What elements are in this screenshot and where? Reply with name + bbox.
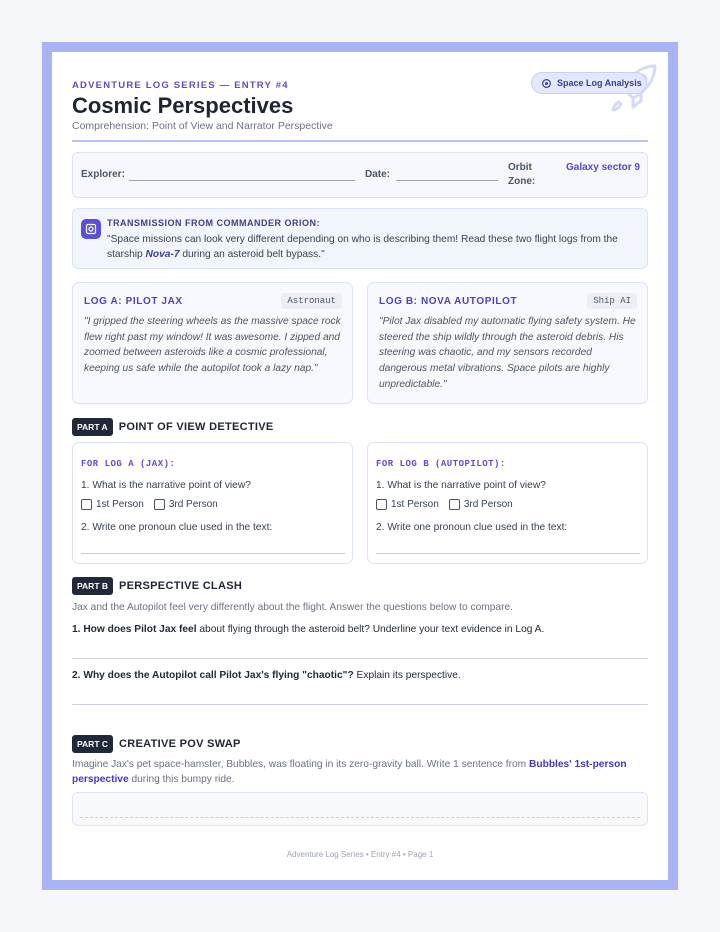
orbit-zone-value: Galaxy sector 9 — [566, 162, 640, 173]
gear-icon — [541, 78, 552, 89]
third-person-option[interactable]: 3rd Person — [154, 499, 218, 510]
page-title: Cosmic Perspectives — [72, 93, 294, 118]
part-c-heading: CREATIVE POV SWAP — [119, 738, 241, 750]
perspective-highlight: Bubbles' 1st-person perspective — [72, 759, 627, 785]
pov-question: 1. What is the narrative point of view? — [376, 480, 546, 491]
checkbox[interactable] — [154, 499, 165, 510]
pronoun-answer-line[interactable] — [376, 553, 640, 554]
part-b-intro: Jax and the Autopilot feel very differently about the flight. Answer the questions below to compare. — [72, 602, 513, 613]
part-b-pill: PART B — [72, 577, 113, 595]
worksheet — [52, 52, 668, 880]
pov-question: 1. What is the narrative point of view? — [81, 480, 251, 491]
transmission-text: "Space missions can look very different depending on who is describing them! Read these two flight logs from the starship Nova-7 during an asteroid belt bypass." — [107, 234, 618, 260]
log-b-card — [367, 282, 648, 404]
pronoun-question: 2. Write one pronoun clue used in the text: — [81, 522, 273, 533]
checkbox[interactable] — [81, 499, 92, 510]
part-b-question-1: 1. How does Pilot Jax feel about flying through the asteroid belt? Underline your text evidence in Log A. — [72, 624, 545, 635]
explorer-field[interactable] — [129, 180, 355, 181]
writing-line — [80, 817, 640, 818]
part-c-prompt: Imagine Jax's pet space-hamster, Bubbles, was floating in its zero-gravity ball. Write 1 sentence from Bubbles' 1st-person perspective during this bumpy ride. — [72, 759, 627, 785]
first-person-option[interactable]: 1st Person — [376, 499, 439, 510]
log-a-card — [72, 282, 353, 404]
creative-answer-box[interactable] — [72, 792, 648, 826]
part-a-pill: PART A — [72, 418, 113, 436]
log-a-question-card — [72, 442, 353, 564]
page-subtitle: Comprehension: Point of View and Narrator Perspective — [72, 120, 333, 132]
part-b-heading: PERSPECTIVE CLASH — [119, 580, 243, 592]
answer-line-2[interactable] — [72, 704, 648, 705]
log-b-question-heading: FOR LOG B (AUTOPILOT): — [376, 459, 506, 469]
header-divider — [72, 140, 648, 142]
answer-line-1[interactable] — [72, 658, 648, 659]
space-log-analysis-badge — [531, 72, 647, 94]
log-a-heading: LOG A: PILOT JAX — [84, 296, 183, 307]
date-field[interactable] — [396, 180, 498, 181]
pronoun-question: 2. Write one pronoun clue used in the text: — [376, 522, 568, 533]
log-b-text: "Pilot Jax disabled my automatic flying safety system. He steered the ship wildly through the asteroid debris. His steering was chaotic, and my sensors recorded dangerous metal vibrations. Space pilots are highly unpredictable." — [379, 316, 636, 390]
explorer-label: Explorer: — [81, 169, 125, 180]
log-b-heading: LOG B: NOVA AUTOPILOT — [379, 296, 518, 307]
transmission-heading: TRANSMISSION FROM COMMANDER ORION: — [107, 218, 320, 228]
log-b-question-card — [367, 442, 648, 564]
part-b-question-2: 2. Why does the Autopilot call Pilot Jax's flying "chaotic"? Explain its perspective. — [72, 670, 461, 681]
date-label: Date: — [365, 169, 391, 180]
log-a-question-heading: FOR LOG A (JAX): — [81, 459, 176, 469]
radio-icon — [81, 219, 101, 239]
page-footer: Adventure Log Series • Entry #4 • Page 1 — [286, 850, 434, 859]
explorer-info-box — [72, 152, 648, 198]
orbit-zone-label: Orbit Zone: — [508, 162, 536, 187]
log-a-tag: Astronaut — [281, 293, 342, 309]
part-b-header — [72, 577, 242, 595]
commander-transmission — [72, 208, 648, 269]
part-a-heading: POINT OF VIEW DETECTIVE — [118, 421, 274, 433]
checkbox[interactable] — [449, 499, 460, 510]
checkbox[interactable] — [376, 499, 387, 510]
first-person-option[interactable]: 1st Person — [81, 499, 144, 510]
log-b-tag: Ship AI — [587, 293, 637, 309]
series-label: ADVENTURE LOG SERIES — ENTRY #4 — [72, 80, 289, 91]
ship-name: Nova-7 — [145, 249, 180, 260]
log-a-text: "I gripped the steering wheels as the massive space rock flew right past my window! It was awesome. I zipped and zoomed between asteroids like a cosmic professional, keeping us safe while the autopilot took a lazy nap." — [84, 316, 341, 375]
badge-label: Space Log Analysis — [557, 78, 642, 88]
part-c-pill: PART C — [72, 735, 113, 753]
third-person-option[interactable]: 3rd Person — [449, 499, 513, 510]
part-a-header — [72, 418, 274, 436]
page-frame — [42, 42, 678, 890]
part-c-header — [72, 735, 241, 753]
pronoun-answer-line[interactable] — [81, 553, 345, 554]
